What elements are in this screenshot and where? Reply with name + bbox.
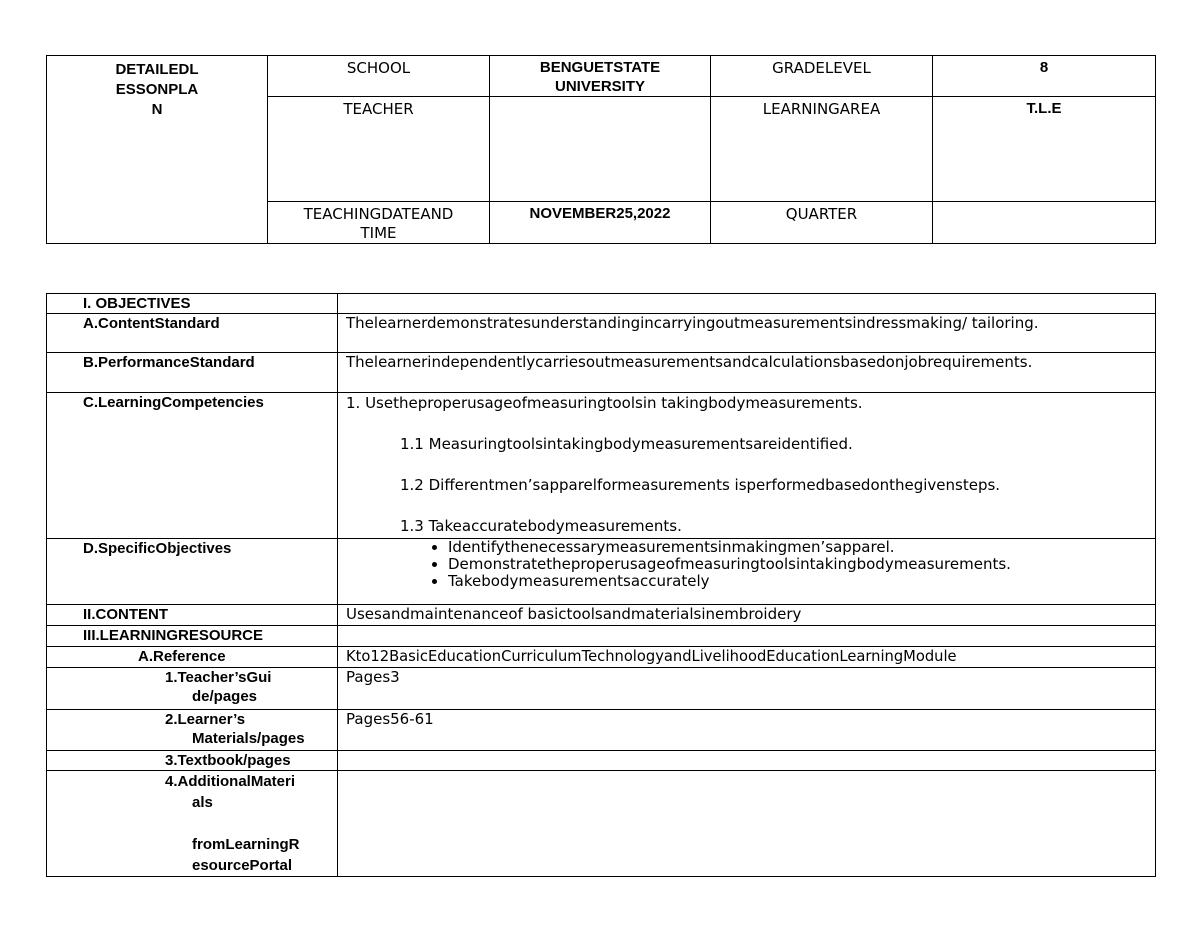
objectives-heading: I. OBJECTIVES [47, 294, 338, 314]
additional-materials-label-line: esourcePortal [192, 857, 293, 874]
content-label: II.CONTENT [47, 605, 338, 626]
specific-objective-item: • Demonstratetheproperusageofmeasuringtoolsintakingbodymeasurements. [448, 556, 1151, 573]
school-value [490, 56, 711, 97]
teachers-guide-value: Pages3 [338, 668, 1156, 710]
additional-materials-value [338, 771, 1156, 877]
competencies-value [338, 393, 1156, 539]
grade-label: GRADELEVEL [711, 56, 933, 97]
textbook-label: 3.Textbook/pages [47, 751, 338, 771]
date-label-line: TIME [360, 224, 397, 242]
textbook-value [338, 751, 1156, 771]
date-label [268, 202, 490, 244]
competencies-label: C.LearningCompetencies [47, 393, 338, 539]
performance-standard-label: B.PerformanceStandard [47, 353, 338, 393]
additional-materials-label-line: 4.AdditionalMateri [165, 773, 296, 790]
grade-value: 8 [933, 56, 1156, 97]
plan-title-line: ESSONPLA [115, 81, 199, 98]
competency-item: 1.3 Takeaccuratebodymeasurements. [400, 517, 682, 535]
quarter-label: QUARTER [711, 202, 933, 244]
area-label: LEARNINGAREA [711, 97, 933, 202]
content-value: Usesandmaintenanceof basictoolsandmaterialsinembroidery [338, 605, 1156, 626]
additional-materials-label-line [165, 813, 337, 834]
school-value-line: UNIVERSITY [554, 78, 645, 95]
learning-resource-label: III.LEARNINGRESOURCE [47, 626, 338, 647]
learners-materials-label-line: 2.Learner’s [165, 711, 246, 728]
performance-standard-value: Thelearnerindependentlycarriesoutmeasurementsandcalculationsbasedonjobrequirements. [338, 353, 1156, 393]
learners-materials-label [47, 710, 338, 751]
competency-item: 1.1 Measuringtoolsintakingbodymeasurementsareidentified. [400, 435, 853, 453]
lesson-plan-header-table [46, 55, 1156, 244]
additional-materials-label-line: als [192, 794, 213, 811]
reference-label: A.Reference [47, 647, 338, 668]
teacher-value [490, 97, 711, 202]
content-standard-value [338, 314, 1156, 353]
competency-item: 1.2 Differentmen’sapparelformeasurements isperformedbasedonthegivensteps. [400, 476, 1001, 494]
school-label: SCHOOL [268, 56, 490, 97]
teachers-guide-label-line: de/pages [192, 688, 258, 705]
additional-materials-label [47, 771, 338, 877]
teachers-guide-label-line: 1.Teacher’sGui [165, 669, 272, 686]
teacher-label: TEACHER [268, 97, 490, 202]
learners-materials-value: Pages56-61 [338, 710, 1156, 751]
competency-item: 1. Usetheproperusageofmeasuringtoolsin takingbodymeasurements. [346, 394, 863, 412]
specific-objective-item: • Takebodymeasurementsaccurately [448, 573, 1151, 590]
specific-objective-item: • Identifythenecessarymeasurementsinmakingmen’sapparel. [448, 539, 1151, 556]
plan-title-line: DETAILEDL [115, 61, 199, 78]
date-value: NOVEMBER25,2022 [490, 202, 711, 244]
learners-materials-label-line: Materials/pages [192, 730, 305, 747]
content-standard-label: A.ContentStandard [47, 314, 338, 353]
specific-objectives-label: D.SpecificObjectives [47, 539, 338, 605]
specific-objectives-list [338, 539, 1151, 590]
specific-objectives-value [338, 539, 1156, 605]
teachers-guide-label [47, 668, 338, 710]
area-value: T.L.E [933, 97, 1156, 202]
additional-materials-label-line: fromLearningR [192, 836, 300, 853]
plan-title-line: N [151, 101, 163, 118]
learning-resource-value [338, 626, 1156, 647]
objectives-value [338, 294, 1156, 314]
quarter-value [933, 202, 1156, 244]
plan-title-cell [47, 56, 268, 244]
content-standard-text: Thelearnerdemonstratesunderstandingincarryingoutmeasurementsindressmaking/ tailoring. [346, 314, 1039, 332]
date-label-line: TEACHINGDATEAND [303, 205, 454, 223]
reference-value: Kto12BasicEducationCurriculumTechnologyandLivelihoodEducationLearningModule [338, 647, 1156, 668]
school-value-line: BENGUETSTATE [539, 59, 661, 76]
lesson-plan-body-table [46, 293, 1156, 877]
